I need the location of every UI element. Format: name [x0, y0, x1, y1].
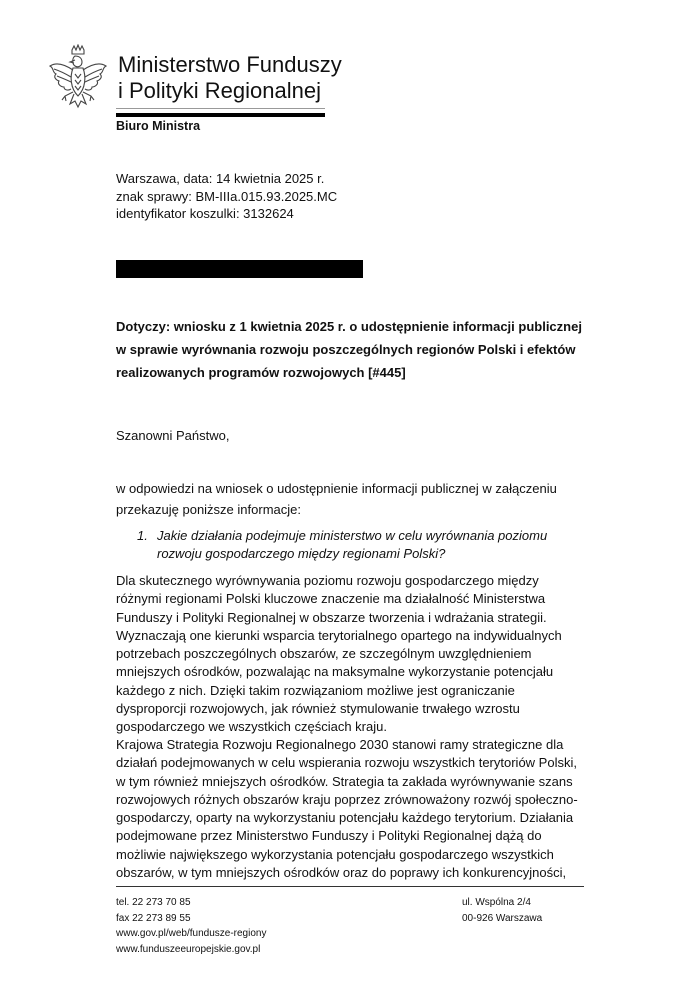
footer-contact	[116, 895, 266, 957]
header-divider-thin	[116, 108, 325, 109]
answer-paragraph-2	[116, 736, 588, 882]
ministry-name	[118, 52, 342, 104]
paragraph-line: każdego z nich. Dzięki takim rozwiązaniom możliwe jest ograniczanie	[116, 682, 515, 698]
question-line1: Jakie działania podejmuje ministerstwo w celu wyrównania poziomu	[157, 528, 548, 543]
paragraph-line: podejmowane przez Ministerstwo Funduszy i Polityki Regionalnej dążą do	[116, 828, 542, 844]
greeting: Szanowni Państwo,	[116, 428, 230, 443]
ministry-name-line1: Ministerstwo Funduszy	[118, 52, 342, 77]
paragraph-line: różnymi regionami Polski kluczowe znaczenie ma działalność Ministerstwa	[116, 591, 546, 607]
case-number-line: znak sprawy: BM-IIIa.015.93.2025.MC	[116, 188, 338, 204]
question-item	[137, 527, 577, 563]
date-line: Warszawa, data: 14 kwietnia 2025 r.	[116, 171, 325, 186]
subject-heading	[116, 315, 586, 384]
intro-line2: przekazuję poniższe informacje:	[116, 502, 301, 517]
footer-address	[462, 895, 542, 926]
footer-eu-funds-link[interactable]: www.funduszeeuropejskie.gov.pl	[116, 943, 261, 955]
subject-line3: realizowanych programów rozwojowych [#445]	[116, 365, 406, 380]
paragraph-line: Dla skutecznego wyrównywania poziomu rozwoju gospodarczego między	[116, 573, 539, 588]
office-name: Biuro Ministra	[116, 119, 201, 133]
footer-street: ul. Wspólna 2/4	[462, 897, 531, 908]
paragraph-line: możliwie największego wykorzystania potencjału gospodarczego wszystkich	[116, 846, 554, 862]
paragraph-line: dysproporcji rozwojowych, jak również stymulowanie trwałego wzrostu	[116, 701, 520, 717]
footer-fax: fax 22 273 89 55	[116, 912, 191, 924]
paragraph-line: Funduszy i Polityki Regionalnej w obszarze tworzenia i wdrażania strategii.	[116, 609, 547, 625]
footer-website-link[interactable]: www.gov.pl/web/fundusze-regiony	[116, 928, 267, 939]
answer-paragraph-1	[116, 572, 588, 737]
paragraph-line: gospodarczy, oparty na wykorzystaniu potencjału każdego terytorium. Działania	[116, 810, 574, 826]
paragraph-line: Krajowa Strategia Rozwoju Regionalnego 2030 stanowi ramy strategiczne dla	[116, 737, 564, 752]
ministry-name-line2: i Polityki Regionalnej	[118, 78, 321, 103]
footer-divider	[116, 886, 584, 887]
paragraph-line: gospodarczego we wszystkich częściach kraju.	[116, 719, 387, 735]
paragraph-line: mniejszych ośrodków, pozwalając na maksymalne wykorzystanie potencjału	[116, 664, 554, 680]
question-line2: rozwoju gospodarczego między regionami Polski?	[157, 546, 446, 561]
intro-line1: w odpowiedzi na wniosek o udostępnienie informacji publicznej w załączeniu	[116, 481, 557, 496]
basket-id-line: identyfikator koszulki: 3132624	[116, 206, 294, 221]
paragraph-line: potrzebach poszczególnych obszarów, ze szczególnym uwzględnieniem	[116, 646, 532, 662]
paragraph-line: Wyznaczają one kierunki wsparcia terytorialnego opartego na indywidualnych	[116, 627, 562, 643]
question-number: 1.	[137, 528, 148, 543]
subject-line1: Dotyczy: wniosku z 1 kwietnia 2025 r. o udostępnienie informacji publicznej	[116, 319, 582, 334]
paragraph-line: obszarów, w tym mniejszych ośrodków oraz do poprawy ich konkurencyjności,	[116, 865, 567, 881]
letter-metadata	[116, 170, 337, 223]
footer-city: 00-926 Warszawa	[462, 912, 543, 924]
header-divider-thick	[116, 113, 325, 117]
paragraph-line: rozwojowych różnych obszarów kraju poprzez zrównoważony rozwój społeczno-	[116, 791, 578, 807]
paragraph-line: działań podejmowanych w celu wspierania rozwoju wszystkich terytoriów Polski,	[116, 755, 577, 771]
polish-eagle-icon	[48, 44, 108, 118]
redacted-recipient	[116, 260, 363, 278]
paragraph-line: w tym również mniejszych ośrodków. Strategia ta zakłada wyrównywanie szans	[116, 773, 573, 789]
intro-paragraph	[116, 478, 586, 520]
footer-phone: tel. 22 273 70 85	[116, 897, 191, 908]
subject-line2: w sprawie wyrównania rozwoju poszczególnych regionów Polski i efektów	[116, 342, 576, 357]
